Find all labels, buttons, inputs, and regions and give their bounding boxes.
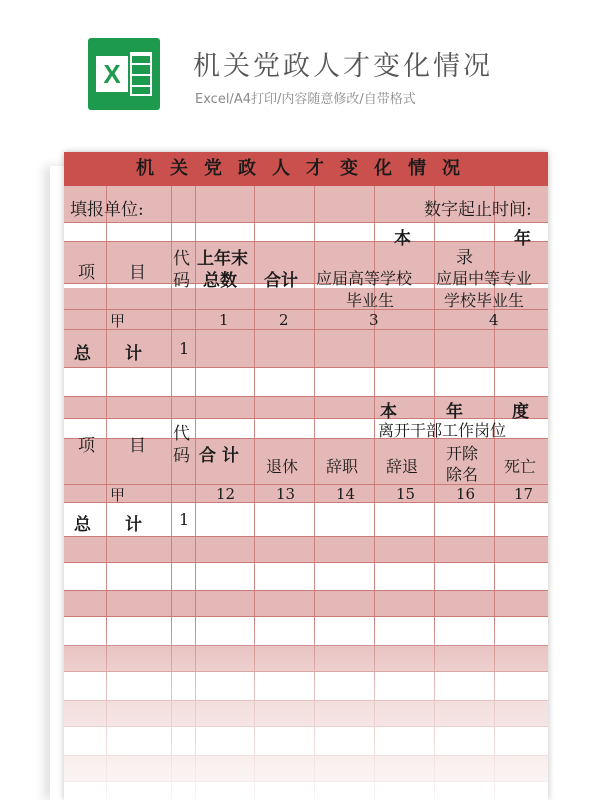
- grid-hline: [64, 502, 548, 503]
- start-time-label: 数字起止时间:: [424, 200, 532, 220]
- fill-unit-label: 填报单位:: [70, 200, 144, 220]
- excel-x-letter: X: [96, 56, 128, 92]
- total-label-2: 总 计: [74, 515, 142, 535]
- col-num-15: 15: [396, 485, 416, 503]
- grid-hline: [64, 590, 548, 591]
- row-header-c: [64, 309, 548, 331]
- col-num-13: 13: [276, 485, 296, 503]
- page-subtitle: Excel/A4打印/内容随意修改/自带格式: [195, 92, 416, 107]
- expel-top: 开除: [446, 444, 479, 463]
- grid-hline: [64, 222, 548, 223]
- code-bottom-1: 码: [173, 271, 190, 291]
- section2-ben: 本: [380, 402, 397, 422]
- death-label: 死亡: [504, 457, 537, 476]
- leave-post-label: 离开干部工作岗位: [378, 421, 507, 440]
- last-year-end-label: 上年末: [197, 249, 248, 269]
- code-bottom-2: 码: [173, 446, 190, 466]
- college-grad-top: 应届高等学校: [316, 269, 413, 288]
- resign-label: 辞职: [326, 457, 359, 476]
- sheet-preview: [64, 152, 548, 800]
- header-nian: 年: [514, 229, 531, 249]
- total-label-1: 总 计: [74, 344, 142, 364]
- excel-logo-icon: [88, 38, 160, 110]
- col-num-14: 14: [336, 485, 356, 503]
- jia-label-1: 甲: [110, 312, 126, 330]
- code-top-1: 代: [173, 249, 190, 269]
- header-lu: 录: [456, 248, 473, 268]
- grid-hline: [64, 329, 548, 330]
- col-num-12: 12: [216, 485, 236, 503]
- fade-overlay: [64, 622, 548, 800]
- sum-label-1: 合计: [264, 271, 298, 291]
- total-code-2: 1: [179, 510, 190, 529]
- expel-bottom: 除名: [446, 465, 479, 484]
- section2-nian: 年: [446, 402, 463, 422]
- grid-hline: [64, 616, 548, 617]
- college-grad-bottom: 毕业生: [346, 291, 395, 310]
- vocational-grad-top: 应届中等专业: [436, 269, 533, 288]
- total-count-label: 总数: [203, 271, 237, 291]
- col-num-4: 4: [489, 311, 499, 329]
- vocational-grad-bottom: 学校毕业生: [444, 291, 525, 310]
- section2-du: 度: [512, 402, 529, 422]
- total-code-1: 1: [179, 339, 190, 358]
- page-title: 机关党政人才变化情况: [193, 51, 493, 82]
- grid-hline: [64, 396, 548, 397]
- grid-hline: [64, 367, 548, 368]
- grid-hline: [64, 241, 548, 242]
- col-num-16: 16: [456, 485, 476, 503]
- jia-label-2: 甲: [110, 486, 126, 504]
- retire-label: 退休: [266, 457, 299, 476]
- row-section2-title: [64, 396, 548, 418]
- col-num-17: 17: [514, 485, 534, 503]
- row-section2-jia: [64, 484, 548, 502]
- row-blank-2: [64, 590, 548, 616]
- grid-hline: [64, 562, 548, 563]
- sum-label-2: 合 计: [199, 446, 239, 466]
- header-ben: 本: [394, 229, 411, 249]
- col-num-1: 1: [219, 311, 229, 329]
- col-num-2: 2: [279, 311, 289, 329]
- sheet-title: 机关党政人才变化情况: [64, 152, 548, 186]
- row-blank-1: [64, 536, 548, 562]
- code-top-2: 代: [173, 424, 190, 444]
- col-num-3: 3: [369, 311, 379, 329]
- item-label-1: 项 目: [78, 263, 146, 283]
- dismiss-label: 辞退: [386, 457, 419, 476]
- item-label-2: 项 目: [78, 436, 146, 456]
- spreadsheet-grid-icon: [130, 52, 152, 96]
- grid-hline: [64, 536, 548, 537]
